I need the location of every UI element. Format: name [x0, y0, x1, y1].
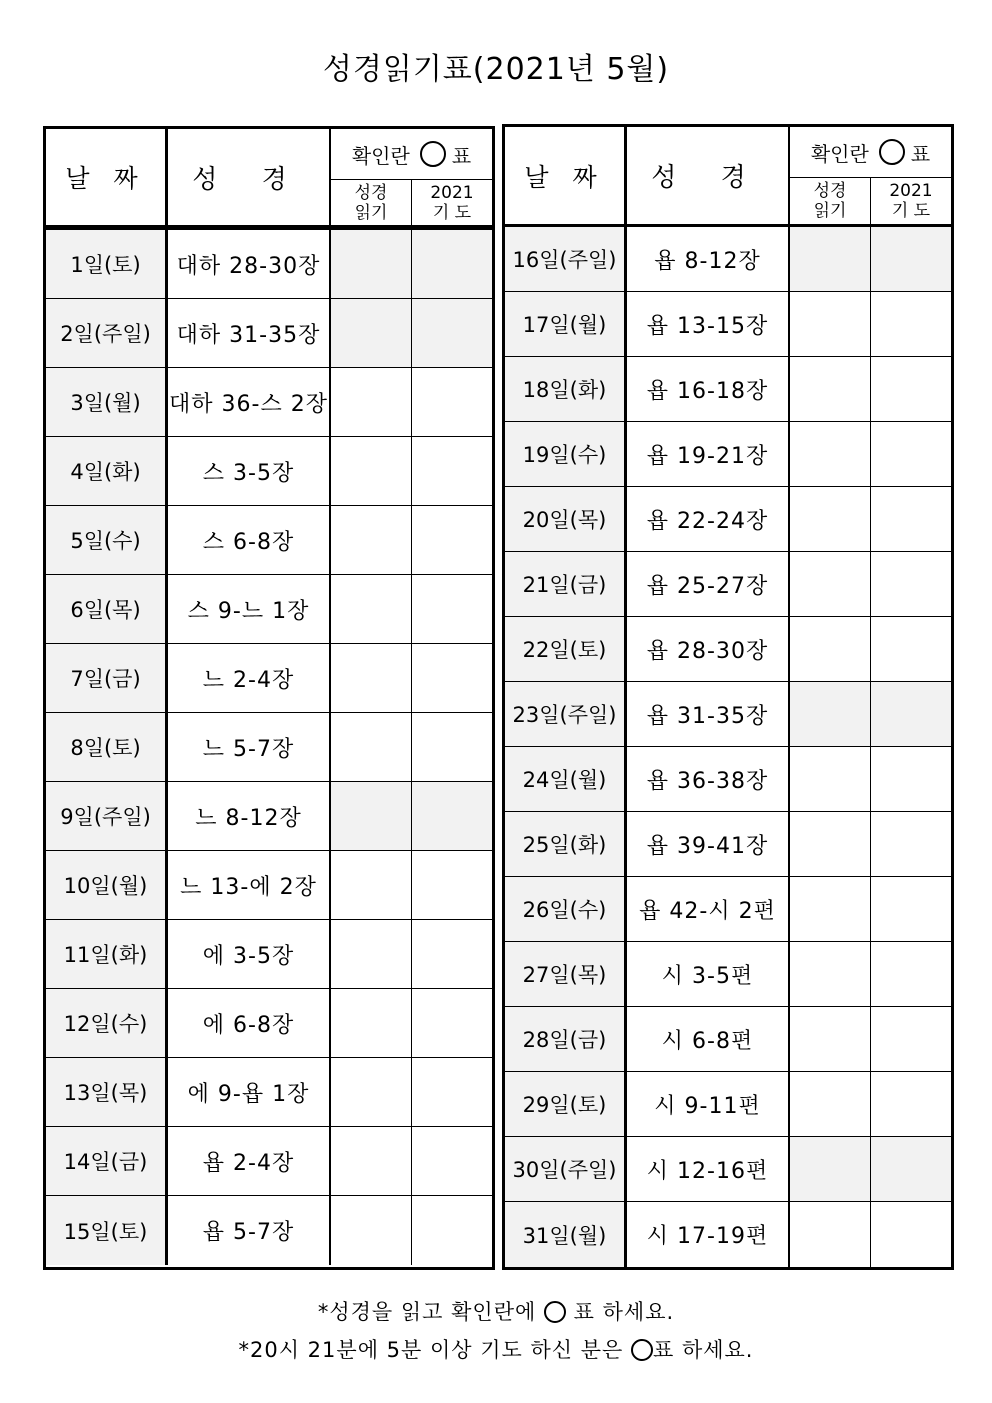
reading-cell: 욥 36-38장 [627, 747, 790, 811]
header-check-mark-label: 표 [910, 141, 931, 166]
reading-cell: 욥 39-41장 [627, 812, 790, 876]
table-row [505, 877, 951, 942]
table-body [505, 227, 951, 1267]
reading-cell: 시 3-5편 [627, 942, 790, 1006]
pray-check-cell[interactable] [871, 357, 951, 421]
reading-cell: 느 5-7장 [168, 713, 331, 781]
pray-check-cell[interactable] [871, 487, 951, 551]
circle-icon [631, 1339, 653, 1361]
reading-cell: 대하 28-30장 [168, 230, 331, 298]
pray-check-cell[interactable] [871, 1072, 951, 1136]
reading-cell: 스 6-8장 [168, 506, 331, 574]
read-check-cell[interactable] [790, 682, 871, 746]
date-cell: 29일(토) [505, 1072, 627, 1136]
circle-icon [544, 1301, 566, 1323]
table-row [505, 292, 951, 357]
table-row [46, 506, 492, 575]
read-check-cell[interactable] [790, 617, 871, 681]
pray-check-cell[interactable] [871, 1202, 951, 1267]
date-cell: 14일(금) [46, 1127, 168, 1195]
read-check-cell[interactable] [331, 782, 412, 850]
reading-cell: 스 9-느 1장 [168, 575, 331, 643]
table-row [46, 368, 492, 437]
note-line-1 [0, 1296, 992, 1326]
table-row [505, 1202, 951, 1267]
pray-check-cell[interactable] [412, 782, 492, 850]
read-check-cell[interactable] [790, 747, 871, 811]
table-row [505, 747, 951, 812]
header-pray: 2021 기 도 [889, 181, 933, 221]
pray-check-cell[interactable] [412, 299, 492, 367]
note-1-text: *성경을 읽고 확인란에 [317, 1300, 537, 1324]
read-check-cell[interactable] [790, 1202, 871, 1267]
reading-cell: 욥 19-21장 [627, 422, 790, 486]
read-check-cell[interactable] [790, 552, 871, 616]
date-cell: 1일(토) [46, 230, 168, 298]
read-check-cell[interactable] [790, 1007, 871, 1071]
header-date: 날 짜 [505, 127, 627, 224]
pray-check-cell[interactable] [871, 1007, 951, 1071]
note-line-2 [0, 1334, 992, 1364]
reading-cell: 욥 2-4장 [168, 1127, 331, 1195]
pray-check-cell[interactable] [412, 368, 492, 436]
pray-check-cell[interactable] [871, 227, 951, 291]
pray-check-cell[interactable] [871, 747, 951, 811]
reading-cell: 느 13-에 2장 [168, 851, 331, 919]
reading-cell: 욥 8-12장 [627, 227, 790, 291]
table-row [46, 644, 492, 713]
table-row [46, 1127, 492, 1196]
table-row [505, 552, 951, 617]
date-cell: 5일(수) [46, 506, 168, 574]
pray-check-cell[interactable] [412, 437, 492, 505]
pray-check-cell[interactable] [871, 877, 951, 941]
circle-icon [420, 141, 446, 167]
pray-check-cell[interactable] [871, 682, 951, 746]
header-check-mark-label: 표 [451, 143, 472, 168]
table-row [505, 617, 951, 682]
table-row [46, 851, 492, 920]
reading-cell: 시 17-19편 [627, 1202, 790, 1267]
reading-cell: 대하 36-스 2장 [168, 368, 331, 436]
reading-cell: 에 6-8장 [168, 989, 331, 1057]
table-row [505, 1072, 951, 1137]
read-check-cell[interactable] [331, 644, 412, 712]
table-row [46, 920, 492, 989]
date-cell: 28일(금) [505, 1007, 627, 1071]
table-row [46, 713, 492, 782]
reading-cell: 욥 16-18장 [627, 357, 790, 421]
read-check-cell[interactable] [331, 989, 412, 1057]
reading-cell: 시 9-11편 [627, 1072, 790, 1136]
pray-check-cell[interactable] [871, 292, 951, 356]
date-cell: 7일(금) [46, 644, 168, 712]
table-row [505, 227, 951, 292]
pray-check-cell[interactable] [412, 851, 492, 919]
date-cell: 3일(월) [46, 368, 168, 436]
pray-check-cell[interactable] [412, 644, 492, 712]
table-row [505, 422, 951, 487]
pray-check-cell[interactable] [412, 920, 492, 988]
table-row [46, 1196, 492, 1265]
table-row [505, 487, 951, 552]
reading-cell: 욥 28-30장 [627, 617, 790, 681]
reading-table-left [43, 126, 495, 1270]
header-check-label: 확인란 [810, 141, 869, 166]
date-cell: 21일(금) [505, 552, 627, 616]
date-cell: 31일(월) [505, 1202, 627, 1267]
date-cell: 25일(화) [505, 812, 627, 876]
date-cell: 30일(주일) [505, 1137, 627, 1201]
reading-cell: 느 8-12장 [168, 782, 331, 850]
note-2-text: *20시 21분에 5분 이상 기도 하신 분은 [238, 1338, 624, 1362]
date-cell: 11일(화) [46, 920, 168, 988]
read-check-cell[interactable] [790, 877, 871, 941]
reading-cell: 욥 25-27장 [627, 552, 790, 616]
header-read: 성경 읽기 [331, 180, 412, 225]
reading-table-right [502, 124, 954, 1270]
read-check-cell[interactable] [790, 227, 871, 291]
reading-cell: 에 9-욥 1장 [168, 1058, 331, 1126]
reading-cell: 대하 31-35장 [168, 299, 331, 367]
date-cell: 16일(주일) [505, 227, 627, 291]
pray-check-cell[interactable] [871, 617, 951, 681]
pray-check-cell[interactable] [412, 230, 492, 298]
read-check-cell[interactable] [790, 812, 871, 876]
table-row [505, 682, 951, 747]
read-check-cell[interactable] [331, 230, 412, 298]
reading-cell: 욥 13-15장 [627, 292, 790, 356]
date-cell: 24일(월) [505, 747, 627, 811]
pray-check-cell[interactable] [412, 989, 492, 1057]
read-check-cell[interactable] [331, 575, 412, 643]
date-cell: 20일(목) [505, 487, 627, 551]
pray-check-cell[interactable] [412, 575, 492, 643]
read-check-cell[interactable] [790, 292, 871, 356]
reading-cell: 욥 22-24장 [627, 487, 790, 551]
header-pray: 2021 기 도 [430, 182, 474, 223]
table-row [46, 228, 492, 299]
table-row [46, 299, 492, 368]
date-cell: 10일(월) [46, 851, 168, 919]
date-cell: 15일(토) [46, 1196, 168, 1265]
pray-check-cell[interactable] [412, 1196, 492, 1265]
circle-icon [879, 139, 905, 165]
read-check-cell[interactable] [331, 920, 412, 988]
read-check-cell[interactable] [331, 713, 412, 781]
read-check-cell[interactable] [331, 368, 412, 436]
table-row [46, 782, 492, 851]
header-check-title [331, 129, 492, 180]
pray-check-cell[interactable] [871, 552, 951, 616]
date-cell: 9일(주일) [46, 782, 168, 850]
page-title: 성경읽기표(2021년 5월) [322, 52, 670, 87]
header-check-title [790, 127, 951, 178]
reading-cell: 시 6-8편 [627, 1007, 790, 1071]
date-cell: 13일(목) [46, 1058, 168, 1126]
header-check [331, 129, 492, 225]
read-check-cell[interactable] [790, 487, 871, 551]
reading-cell: 욥 31-35장 [627, 682, 790, 746]
note-2-text-end: 표 하세요. [652, 1338, 754, 1362]
table-header [46, 129, 492, 228]
date-cell: 12일(수) [46, 989, 168, 1057]
read-check-cell[interactable] [331, 299, 412, 367]
table-row [46, 437, 492, 506]
read-check-cell[interactable] [331, 851, 412, 919]
date-cell: 26일(수) [505, 877, 627, 941]
note-1-text-end: 표 하세요. [573, 1300, 675, 1324]
header-book: 성 경 [627, 127, 790, 224]
date-cell: 23일(주일) [505, 682, 627, 746]
pray-check-cell[interactable] [871, 422, 951, 486]
date-cell: 22일(토) [505, 617, 627, 681]
reading-cell: 스 3-5장 [168, 437, 331, 505]
pray-check-cell[interactable] [871, 1137, 951, 1201]
read-check-cell[interactable] [790, 422, 871, 486]
reading-cell: 느 2-4장 [168, 644, 331, 712]
table-row [505, 1007, 951, 1072]
date-cell: 4일(화) [46, 437, 168, 505]
read-check-cell[interactable] [790, 1072, 871, 1136]
table-row [505, 942, 951, 1007]
read-check-cell[interactable] [790, 942, 871, 1006]
reading-cell: 욥 42-시 2편 [627, 877, 790, 941]
date-cell: 18일(화) [505, 357, 627, 421]
read-check-cell[interactable] [331, 1196, 412, 1265]
header-check [790, 127, 951, 224]
pray-check-cell[interactable] [412, 1127, 492, 1195]
read-check-cell[interactable] [790, 1137, 871, 1201]
date-cell: 27일(목) [505, 942, 627, 1006]
read-check-cell[interactable] [331, 1058, 412, 1126]
pray-check-cell[interactable] [412, 1058, 492, 1126]
table-row [505, 357, 951, 422]
table-row [46, 1058, 492, 1127]
date-cell: 8일(토) [46, 713, 168, 781]
header-date: 날 짜 [46, 129, 168, 225]
table-row [46, 575, 492, 644]
table-row [46, 989, 492, 1058]
table-header [505, 127, 951, 227]
header-check-label: 확인란 [351, 143, 410, 168]
date-cell: 17일(월) [505, 292, 627, 356]
read-check-cell[interactable] [331, 437, 412, 505]
header-book: 성 경 [168, 129, 331, 225]
read-check-cell[interactable] [331, 506, 412, 574]
date-cell: 2일(주일) [46, 299, 168, 367]
reading-cell: 에 3-5장 [168, 920, 331, 988]
table-row [505, 1137, 951, 1202]
table-row [505, 812, 951, 877]
pray-check-cell[interactable] [871, 812, 951, 876]
date-cell: 19일(수) [505, 422, 627, 486]
header-read: 성경 읽기 [790, 178, 871, 224]
reading-cell: 시 12-16편 [627, 1137, 790, 1201]
pray-check-cell[interactable] [412, 713, 492, 781]
date-cell: 6일(목) [46, 575, 168, 643]
table-body [46, 228, 492, 1264]
read-check-cell[interactable] [790, 357, 871, 421]
pray-check-cell[interactable] [412, 506, 492, 574]
reading-cell: 욥 5-7장 [168, 1196, 331, 1265]
read-check-cell[interactable] [331, 1127, 412, 1195]
pray-check-cell[interactable] [871, 942, 951, 1006]
